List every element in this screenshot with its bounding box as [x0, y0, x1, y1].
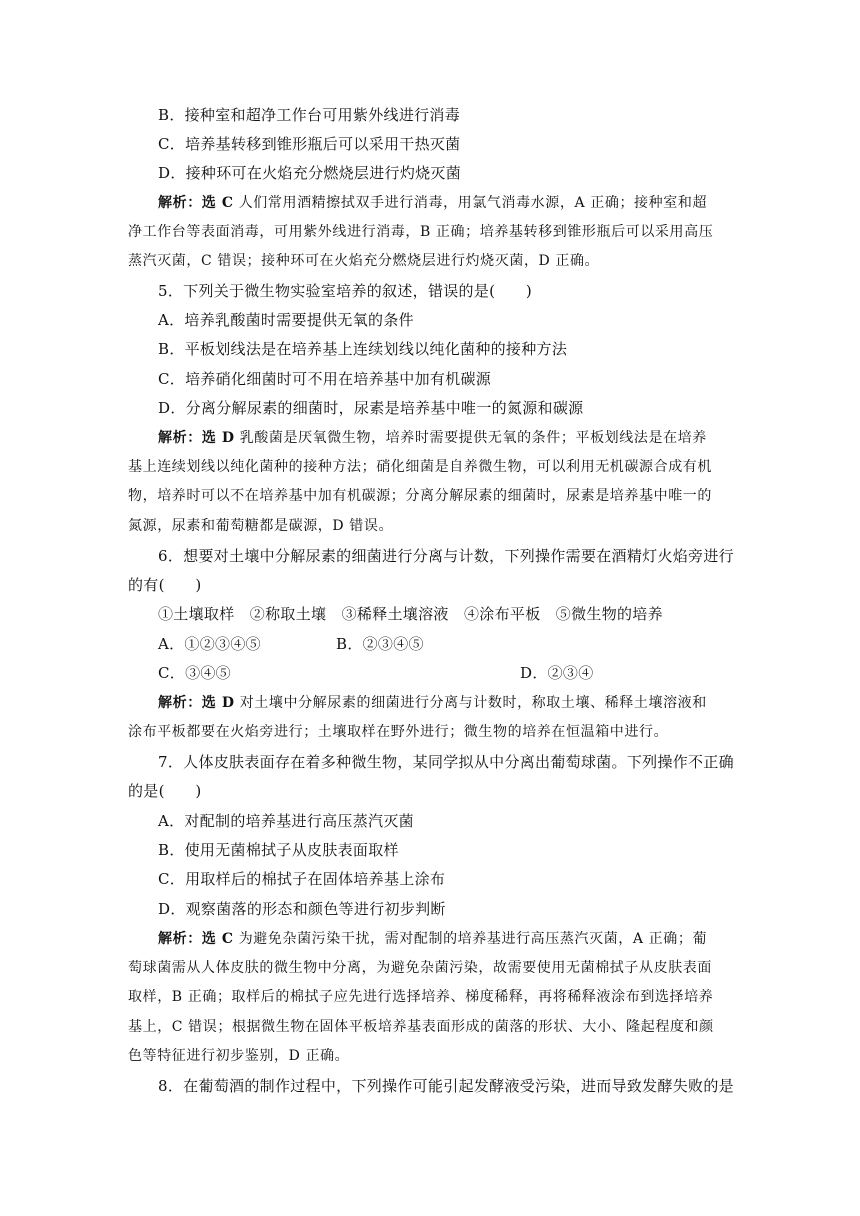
q6-stem-line-2: 的有( )	[128, 576, 202, 594]
q6-explanation-text: 对土壤中分解尿素的细菌进行分离与计数时，称取土壤、稀释土壤溶液和	[239, 695, 707, 711]
q7-explanation-line-3: 取样，B 正确；取样后的棉拭子应先进行选择培养、梯度稀释，再将稀释液涂布到选择培养	[128, 989, 714, 1005]
q5-option-b: B．平板划线法是在培养基上连续划线以纯化菌种的接种方法	[158, 340, 568, 358]
q7-stem-line-2: 的是( )	[128, 782, 202, 800]
q4-option-c: C．培养基转移到锥形瓶后可以采用干热灭菌	[158, 135, 461, 153]
q7-stem-line-1: 7．人体皮肤表面存在着多种微生物，某同学拟从中分离出葡萄球菌。下列操作不正确	[158, 753, 734, 771]
q6-options-row-2	[158, 664, 738, 682]
q5-explanation-text: 乳酸菌是厌氧微生物，培养时需要提供无氧的条件；平板划线法是在培养	[239, 430, 707, 446]
q4-option-d: D．接种环可在火焰充分燃烧层进行灼烧灭菌	[158, 164, 462, 182]
q5-explanation-line-1	[158, 429, 738, 447]
q7-explanation-line-4: 基上，C 错误；根据微生物在固体平板培养基表面形成的菌落的形状、大小、隆起程度和颜	[128, 1019, 714, 1035]
q6-options-row-1	[158, 635, 738, 653]
q6-stem-line-1: 6．想要对土壤中分解尿素的细菌进行分离与计数，下列操作需要在酒精灯火焰旁进行	[158, 547, 734, 565]
q7-option-a: A．对配制的培养基进行高压蒸汽灭菌	[158, 812, 414, 830]
q4-explanation-line-2: 净工作台等表面消毒，可用紫外线进行消毒，B 正确；培养基转移到锥形瓶后可以采用高压	[128, 224, 714, 240]
q4-explanation-text: 人们常用酒精擦拭双手进行消毒，用氯气消毒水源，A 正确；接种室和超	[238, 195, 708, 211]
q6-option-d: D．②③④	[520, 664, 594, 682]
q6-item-list: ①土壤取样 ②称取土壤 ③稀释土壤溶液 ④涂布平板 ⑤微生物的培养	[158, 605, 663, 623]
q7-explanation-line-5: 色等特征进行初步鉴别，D 正确。	[128, 1048, 350, 1064]
q7-option-b: B．使用无菌棉拭子从皮肤表面取样	[158, 841, 399, 859]
q7-option-d: D．观察菌落的形态和颜色等进行初步判断	[158, 900, 446, 918]
q5-stem: 5．下列关于微生物实验室培养的叙述，错误的是( )	[158, 282, 533, 300]
q5-explanation-line-4: 氮源，尿素和葡萄糖都是碳源，D 错误。	[128, 518, 394, 534]
q6-option-a: A．①②③④⑤	[158, 635, 261, 653]
q5-option-c: C．培养硝化细菌时可不用在培养基中加有机碳源	[158, 370, 492, 388]
q7-explanation-label: 解析：选 C	[158, 931, 234, 947]
q7-explanation-line-2: 萄球菌需从人体皮肤的微生物中分离，为避免杂菌污染，故需要使用无菌棉拭子从皮肤表面	[128, 960, 712, 976]
q7-option-c: C．用取样后的棉拭子在固体培养基上涂布	[158, 870, 446, 888]
q5-explanation-line-3: 物，培养时可以不在培养基中加有机碳源；分离分解尿素的细菌时，尿素是培养基中唯一的	[128, 488, 712, 504]
q5-explanation-line-2: 基上连续划线以纯化菌种的接种方法；硝化细菌是自养微生物，可以利用无机碳源合成有机	[128, 459, 712, 475]
q7-explanation-line-1	[158, 930, 738, 948]
q6-explanation-label: 解析：选 D	[158, 695, 235, 711]
q7-explanation-text: 为避免杂菌污染干扰，需对配制的培养基进行高压蒸汽灭菌，A 正确；葡	[238, 931, 708, 947]
q5-option-d: D．分离分解尿素的细菌时，尿素是培养基中唯一的氮源和碳源	[158, 399, 584, 417]
q6-explanation-line-2: 涂布平板都要在火焰旁进行；土壤取样在野外进行；微生物的培养在恒温箱中进行。	[128, 724, 669, 740]
q4-option-b: B．接种室和超净工作台可用紫外线进行消毒	[158, 106, 461, 124]
q8-stem-line-1: 8．在葡萄酒的制作过程中，下列操作可能引起发酵液受污染，进而导致发酵失败的是	[158, 1077, 734, 1095]
q4-explanation-label: 解析：选 C	[158, 195, 234, 211]
q4-explanation-line-3: 蒸汽灭菌，C 错误；接种环可在火焰充分燃烧层进行灼烧灭菌，D 正确。	[128, 253, 600, 269]
q6-option-c: C．③④⑤	[158, 664, 231, 682]
q6-option-b: B．②③④⑤	[336, 635, 424, 653]
q4-explanation-line-1	[158, 194, 738, 212]
q6-explanation-line-1	[158, 694, 738, 712]
q5-option-a: A．培养乳酸菌时需要提供无氧的条件	[158, 311, 414, 329]
q5-explanation-label: 解析：选 D	[158, 430, 235, 446]
